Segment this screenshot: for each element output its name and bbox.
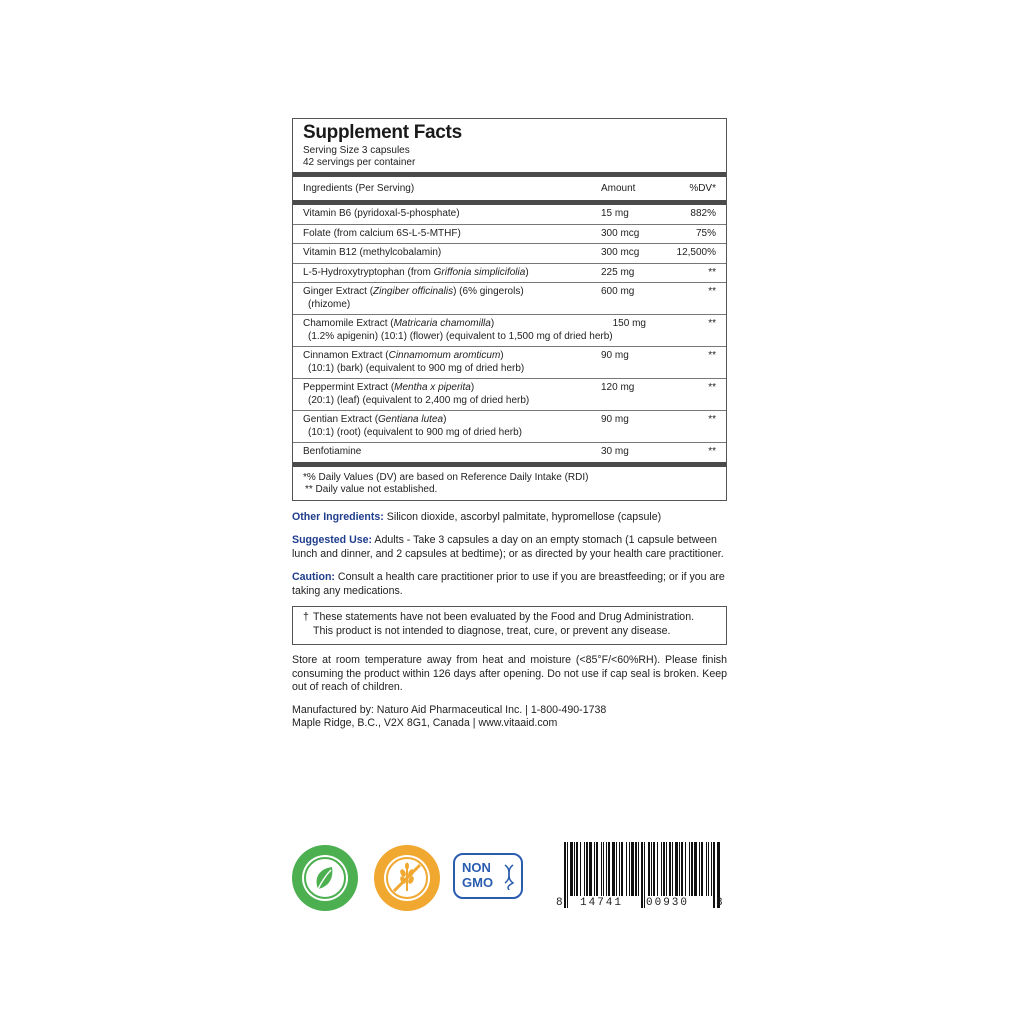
ingredient-amount: 15 mg — [601, 208, 629, 219]
barcode-bar — [589, 842, 592, 896]
latin-name: Gentiana lutea — [378, 414, 444, 425]
barcode-bar — [708, 842, 709, 896]
footnote-not-established: ** Daily value not established. — [305, 483, 438, 495]
fda-disclaimer — [292, 606, 727, 645]
ingredient-name-text: Ginger Extract ( — [303, 286, 374, 297]
barcode-bar — [644, 842, 645, 908]
barcode-bar — [606, 842, 607, 896]
barcode-bar — [621, 842, 623, 896]
ingredient-name-text: ) (6% gingerols) — [453, 286, 524, 297]
suggested-use-label: Suggested Use: — [292, 534, 373, 546]
facts-footnotes — [293, 467, 726, 500]
barcode-bar — [574, 842, 575, 896]
dagger-mark: † — [303, 611, 309, 623]
ingredient-name-text: ) — [490, 318, 495, 329]
non-gmo-line1: NON — [462, 860, 491, 875]
ingredient-amount: 225 mg — [601, 266, 635, 278]
caution-label: Caution: — [292, 571, 335, 583]
non-gmo-line2: GMO — [462, 875, 494, 890]
barcode-digit: 00930 — [646, 897, 690, 909]
barcode-bar — [689, 842, 690, 896]
barcode-bar — [711, 842, 712, 896]
barcode-bar — [641, 842, 643, 908]
ingredient-dv: ** — [708, 318, 716, 329]
ingredient-detail: (10:1) (root) (equivalent to 900 mg of dried herb) — [308, 426, 522, 438]
serving-info — [293, 142, 726, 172]
barcode-bar — [601, 842, 602, 896]
ingredient-detail: (rhizome) — [308, 298, 351, 310]
barcode-bar — [713, 842, 715, 908]
ingredient-amount: 120 mg — [601, 382, 635, 393]
caution — [292, 571, 727, 598]
header-amount: Amount — [601, 182, 636, 194]
ingredient-name — [303, 286, 601, 311]
barcode-digit: 3 — [716, 897, 723, 909]
barcode-bar — [570, 842, 573, 896]
dna-icon — [503, 863, 515, 891]
ingredient-name-text: Cinnamon Extract ( — [303, 350, 389, 361]
barcode-bar — [706, 842, 707, 896]
ingredient-name-text: ) — [470, 382, 475, 393]
barcode-digit: 14741 — [580, 897, 624, 909]
latin-name: Griffonia simplicifolia — [433, 266, 526, 278]
ingredient-name: Vitamin B6 (pyridoxal-5-phosphate) — [303, 208, 460, 219]
ingredient-amount: 600 mg — [601, 286, 635, 297]
ingredient-name-text: Peppermint Extract ( — [303, 382, 395, 393]
ingredient-name: Benfotiamine — [303, 446, 362, 457]
ingredient-name-text: L-5-Hydroxytryptophan (from — [303, 266, 434, 278]
ingredient-dv: ** — [708, 446, 716, 457]
barcode-bar — [648, 842, 650, 896]
table-row — [293, 315, 726, 347]
ingredient-amount: 300 mcg — [601, 227, 640, 239]
barcode-bar — [631, 842, 634, 896]
barcode-bar — [603, 842, 604, 896]
latin-name: Mentha x piperita — [394, 382, 471, 393]
barcode-bar — [701, 842, 703, 896]
barcode-bar — [586, 842, 588, 896]
barcode-bar — [661, 842, 662, 896]
ingredient-detail: (10:1) (bark) (equivalent to 900 mg of dried herb) — [308, 362, 525, 374]
ingredient-name — [303, 267, 601, 280]
barcode-bar — [580, 842, 581, 896]
vegan-badge — [290, 843, 360, 913]
ingredient-amount: 90 mg — [601, 350, 629, 361]
barcode-bar — [663, 842, 665, 896]
barcode-bar — [657, 842, 658, 896]
ingredient-dv: ** — [708, 286, 716, 297]
manufacturer-info — [292, 704, 727, 731]
ingredient-amount: 150 mg — [612, 318, 646, 329]
ingredient-dv: 75% — [695, 227, 716, 239]
barcode-bar — [584, 842, 585, 896]
ingredient-detail: (20:1) (leaf) (equivalent to 2,400 mg of dried herb) — [308, 394, 530, 406]
ingredient-dv: ** — [708, 266, 716, 278]
barcode-bar — [594, 842, 595, 896]
barcode-bar — [691, 842, 693, 896]
barcode-bar — [616, 842, 617, 896]
suggested-use — [292, 534, 727, 561]
barcode-bar — [685, 842, 686, 896]
table-row — [293, 225, 726, 245]
barcode-bar — [608, 842, 610, 896]
table-row — [293, 283, 726, 315]
ingredient-name — [303, 414, 601, 439]
ingredient-amount: 90 mg — [601, 414, 629, 425]
barcode-bar — [638, 842, 639, 896]
barcode-digit: 8 — [556, 897, 563, 909]
latin-name: Cinnamomum aromticum — [388, 350, 501, 361]
barcode-bar — [626, 842, 627, 896]
ingredient-amount: 300 mcg — [601, 247, 640, 258]
address-line: Maple Ridge, B.C., V2X 8G1, Canada | www.vitaaid.com — [292, 717, 558, 729]
supplement-facts-panel — [292, 118, 727, 501]
barcode-bar — [567, 842, 568, 908]
ingredient-name — [303, 350, 601, 375]
table-row — [293, 264, 726, 284]
ingredient-name — [303, 318, 613, 343]
manufacturer-line: Manufactured by: Naturo Aid Pharmaceutical Inc. | 1-800-490-1738 — [292, 703, 607, 716]
ingredient-name-text: Gentian Extract ( — [303, 414, 379, 425]
table-row — [293, 205, 726, 225]
other-ingredients-text: Silicon dioxide, ascorbyl palmitate, hypromellose (capsule) — [383, 510, 662, 523]
ingredient-name-text: ) — [525, 266, 529, 278]
ingredient-amount: 30 mg — [601, 446, 629, 457]
barcode-bar — [629, 842, 630, 896]
barcode-bar — [669, 842, 671, 896]
ingredient-name-text: ) — [443, 414, 447, 425]
header-ingredients: Ingredients (Per Serving) — [303, 182, 415, 194]
table-row — [293, 244, 726, 264]
other-ingredients-label: Other Ingredients: — [292, 510, 384, 523]
table-row — [293, 379, 726, 411]
table-row — [293, 443, 726, 462]
barcode-bar — [666, 842, 667, 896]
barcode-bar — [694, 842, 697, 896]
ingredient-dv: ** — [708, 382, 716, 393]
suggested-use-text: Adults - Take 3 capsules a day on an empty stomach (1 capsule between lunch and dinner, and 2 capsules at bedtime); or as directed by your health care practitioner. — [292, 534, 724, 560]
table-row — [293, 411, 726, 443]
barcode-bar — [651, 842, 652, 896]
ingredient-dv: 882% — [690, 208, 716, 219]
facts-title: Supplement Facts — [303, 122, 462, 143]
gluten-free-badge — [372, 843, 442, 913]
table-row — [293, 347, 726, 379]
ingredient-dv: ** — [708, 414, 716, 425]
facts-header-row — [293, 177, 726, 201]
disclaimer-text: These statements have not been evaluated by the Food and Drug Administration. This product is not intended to diagnose, treat, cure, or prevent any disease. — [313, 611, 695, 637]
supplement-label — [292, 118, 727, 731]
barcode-bar — [672, 842, 673, 896]
barcode-bar — [596, 842, 598, 896]
ingredient-name: Vitamin B12 (methylcobalamin) — [303, 247, 442, 258]
barcode-bar — [635, 842, 637, 896]
footnote-dv: *% Daily Values (DV) are based on Reference Daily Intake (RDI) — [303, 471, 589, 483]
ingredient-name-text: Chamomile Extract ( — [303, 318, 394, 329]
caution-text: Consult a health care practitioner prior to use if you are breastfeeding; or if you are taking any medications. — [292, 571, 725, 597]
ingredient-name-text: ) — [500, 350, 504, 361]
barcode-bar — [619, 842, 620, 896]
barcode-bar — [576, 842, 578, 896]
storage-instructions: Store at room temperature away from heat and moisture (<85°F/<60%RH). Please finish consuming the product within 126 days after opening. Do not use if cap seal is broken. Keep out of reach of children. — [292, 654, 727, 693]
barcode-bar — [653, 842, 655, 896]
barcode-bar — [699, 842, 700, 896]
barcode-bar — [564, 842, 566, 908]
latin-name: Zingiber officinalis — [373, 286, 454, 297]
barcode-bar — [679, 842, 680, 896]
serving-size: Serving Size 3 capsules — [303, 144, 410, 156]
ingredient-name — [303, 382, 601, 407]
non-gmo-badge — [453, 853, 523, 899]
latin-name: Matricaria chamomilla — [393, 318, 491, 329]
header-dv: %DV* — [689, 182, 716, 194]
servings-per-container: 42 servings per container — [303, 156, 416, 168]
ingredient-detail: (1.2% apigenin) (10:1) (flower) (equivalent to 1,500 mg of dried herb) — [308, 330, 613, 342]
ingredient-dv: 12,500% — [676, 247, 716, 258]
barcode-bar — [675, 842, 678, 896]
ingredient-name: Folate (from calcium 6S-L-5-MTHF) — [303, 227, 461, 239]
ingredient-dv: ** — [708, 350, 716, 361]
barcode-bar — [681, 842, 683, 896]
facts-rows — [293, 205, 726, 462]
other-ingredients — [292, 511, 727, 525]
barcode-bar — [612, 842, 615, 896]
